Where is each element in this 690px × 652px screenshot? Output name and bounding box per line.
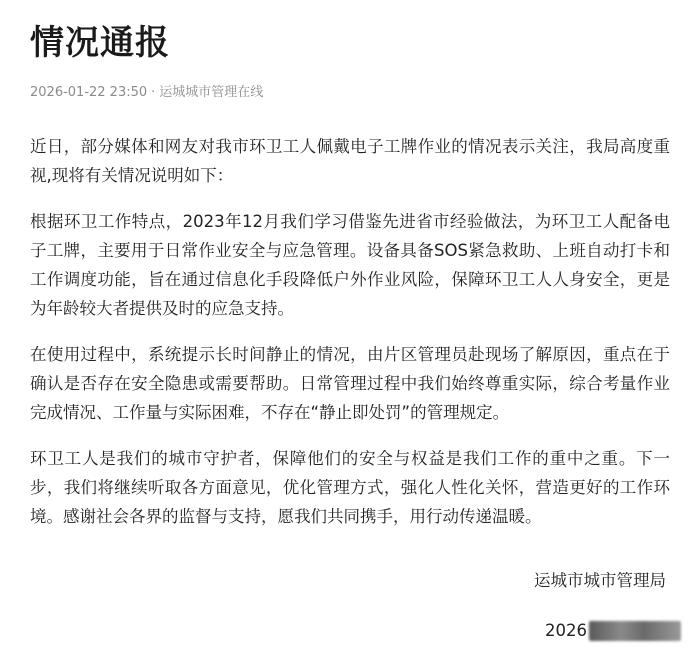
article-meta	[30, 84, 263, 102]
source-link[interactable]: 运城城市管理在线	[159, 85, 264, 100]
issuer-signature: 运城市城市管理局	[534, 571, 666, 590]
paragraph-usage: 在使用过程中，系统提示长时间静止的情况，由片区管理员赴现场了解原因，重点在于确认是否存在安全隐患或需要帮助。日常管理过程中我们始终尊重实际，综合考量作业完成情况、工作量与实际困难，不存在“静止即处罚”的管理规定。	[30, 345, 670, 422]
paragraph-background: 根据环卫工作特点，2023年12月我们学习借鉴先进省市经验做法，为环卫工人配备电子工牌，主要用于日常作业安全与应急管理。设备具备SOS紧急救助、上班自动打卡和工作调度功能，旨在通过信息化手段降低户外作业风险，保障环卫工人人身安全，更是为年龄较大者提供及时的应急支持。	[30, 212, 670, 318]
issue-date-year: 2026	[545, 621, 587, 640]
page-title: 情况通报	[30, 23, 170, 63]
paragraph-conclusion: 环卫工人是我们的城市守护者，保障他们的安全与权益是我们工作的重中之重。下一步，我们将继续听取各方面意见，优化管理方式，强化人性化关怀，营造更好的工作环境。感谢社会各界的监督与支持，愿我们共同携手，用行动传递温暖。	[30, 449, 670, 526]
redacted-date-block	[589, 621, 681, 641]
paragraph-intro: 近日，部分媒体和网友对我市环卫工人佩戴电子工牌作业的情况表示关注，我局高度重视,现将有关情况说明如下：	[30, 137, 670, 185]
publish-datetime: 2026-01-22 23:50	[30, 85, 148, 100]
issue-date	[545, 618, 681, 644]
meta-separator: ·	[151, 85, 156, 100]
article-body	[30, 133, 670, 549]
